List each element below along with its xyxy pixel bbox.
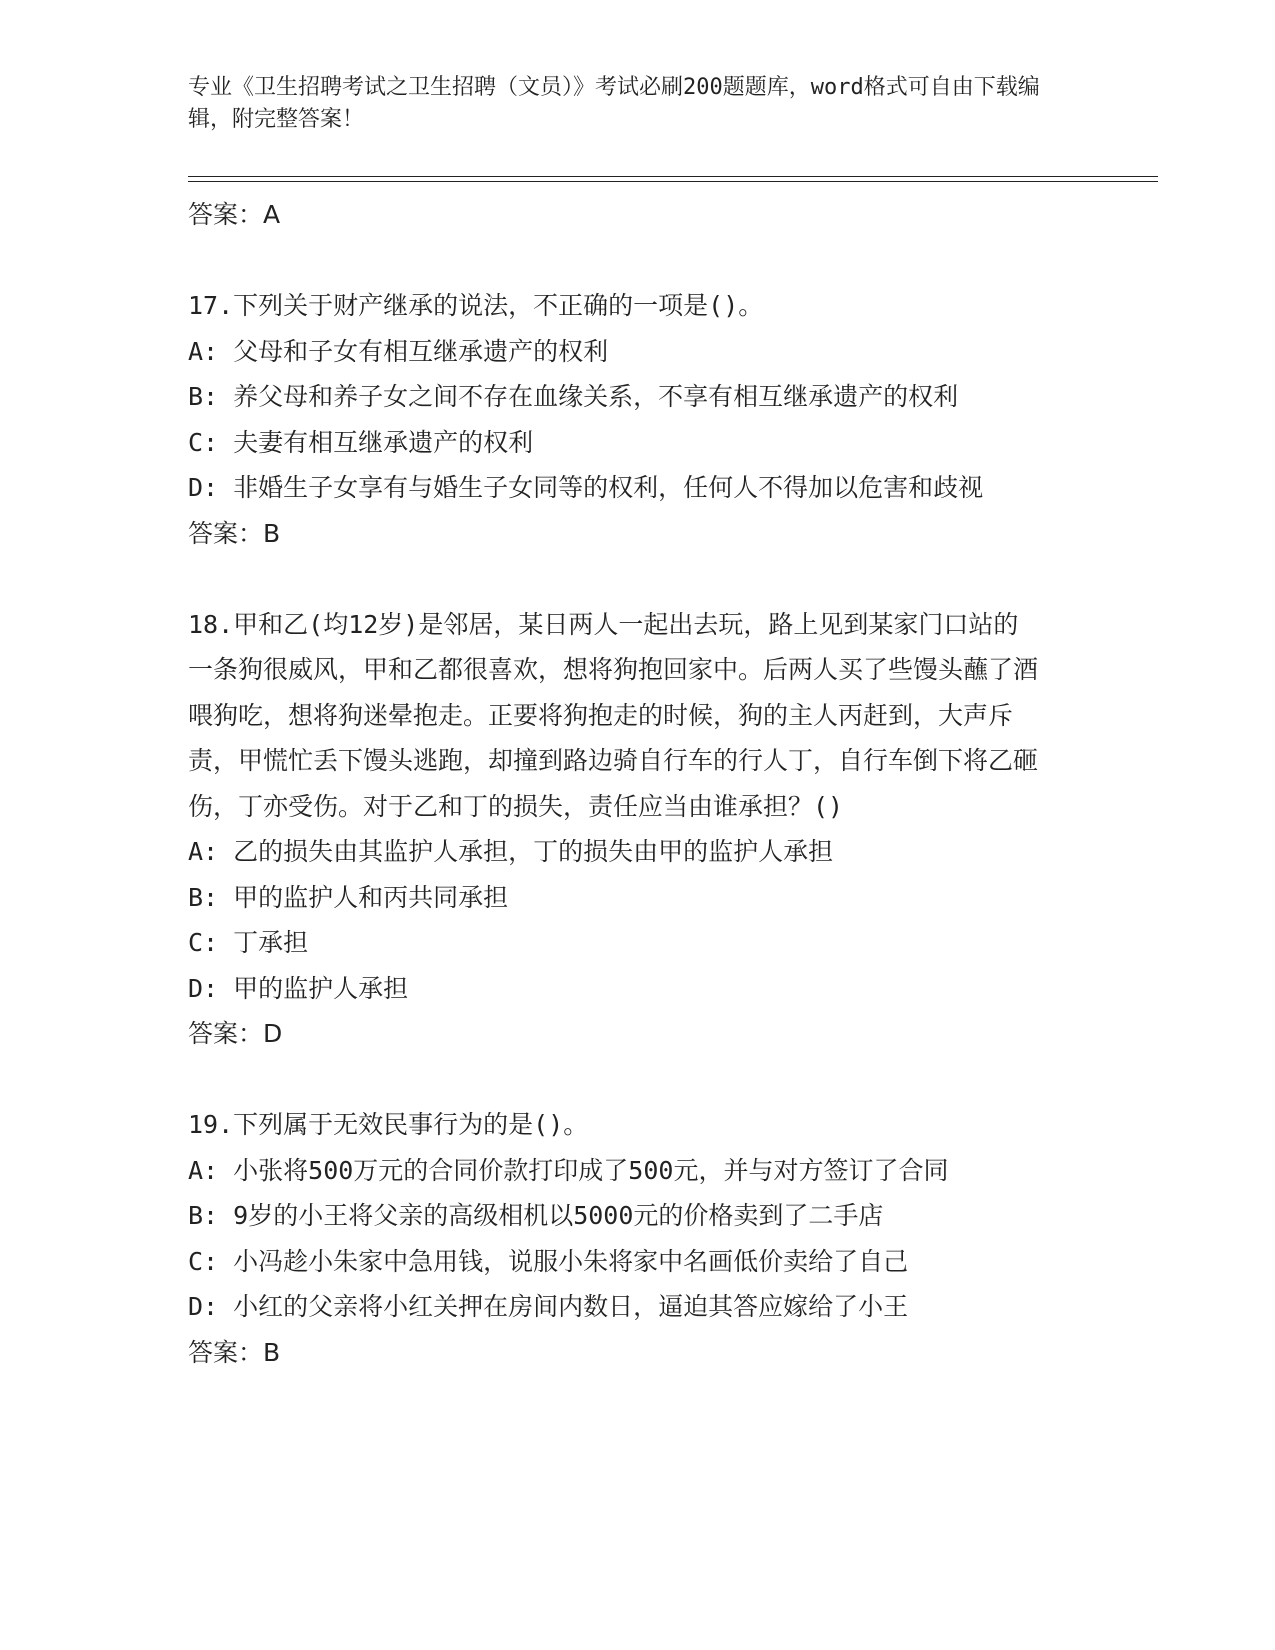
option-c: C: 小冯趁小朱家中急用钱，说服小朱将家中名画低价卖给了自己 — [188, 1246, 909, 1276]
question-19 — [188, 1102, 1088, 1375]
option-c: C: 丁承担 — [188, 928, 309, 957]
answer-line: 答案：A — [188, 200, 281, 229]
question-stem: 19.下列属于无效民事行为的是()。 — [188, 1110, 589, 1139]
option-a: A: 乙的损失由其监护人承担，丁的损失由甲的监护人承担 — [188, 837, 834, 866]
answer-line: 答案：B — [188, 518, 281, 548]
question-stem: 17.下列关于财产继承的说法，不正确的一项是()。 — [188, 291, 764, 320]
question-17 — [188, 283, 1088, 556]
option-d: D: 甲的监护人承担 — [188, 973, 409, 1003]
answer-line: 答案：D — [188, 1019, 283, 1048]
document-header: 专业《卫生招聘考试之卫生招聘（文员）》考试必刷200题题库，word格式可自由下载编辑，附完整答案！ — [188, 75, 1040, 132]
question-18 — [188, 602, 1088, 1057]
option-a: A: 父母和子女有相互继承遗产的权利 — [188, 336, 609, 366]
option-d: D: 小红的父亲将小红关押在房间内数日，逼迫其答应嫁给了小王 — [188, 1292, 909, 1321]
questions-content — [188, 192, 1088, 1375]
header-divider-second — [188, 181, 1158, 182]
header-divider — [188, 176, 1158, 177]
question-stem: 18.甲和乙(均12岁)是邻居，某日两人一起出去玩，路上见到某家门口站的一条狗很威风，甲和乙都很喜欢，想将狗抱回家中。后两人买了些馒头蘸了酒喂狗吃，想将狗迷晕抱走。正要将狗抱走的时候，狗的主人丙赶到，大声斥责，甲慌忙丢下馒头逃跑，却撞到路边骑自行车的行人丁，自行车倒下将乙砸伤，丁亦受伤。对于乙和丁的损失，责任应当由谁承担？() — [188, 609, 1039, 821]
option-d: D: 非婚生子女享有与婚生子女同等的权利，任何人不得加以危害和歧视 — [188, 473, 984, 502]
answer-line: 答案：B — [188, 1337, 281, 1367]
option-b: B: 9岁的小王将父亲的高级相机以5000元的价格卖到了二手店 — [188, 1201, 884, 1230]
option-b: B: 养父母和养子女之间不存在血缘关系，不享有相互继承遗产的权利 — [188, 382, 959, 411]
option-b: B: 甲的监护人和丙共同承担 — [188, 882, 509, 912]
option-a: A: 小张将500万元的合同价款打印成了500元，并与对方签订了合同 — [188, 1155, 949, 1185]
option-c: C: 夫妻有相互继承遗产的权利 — [188, 427, 534, 457]
